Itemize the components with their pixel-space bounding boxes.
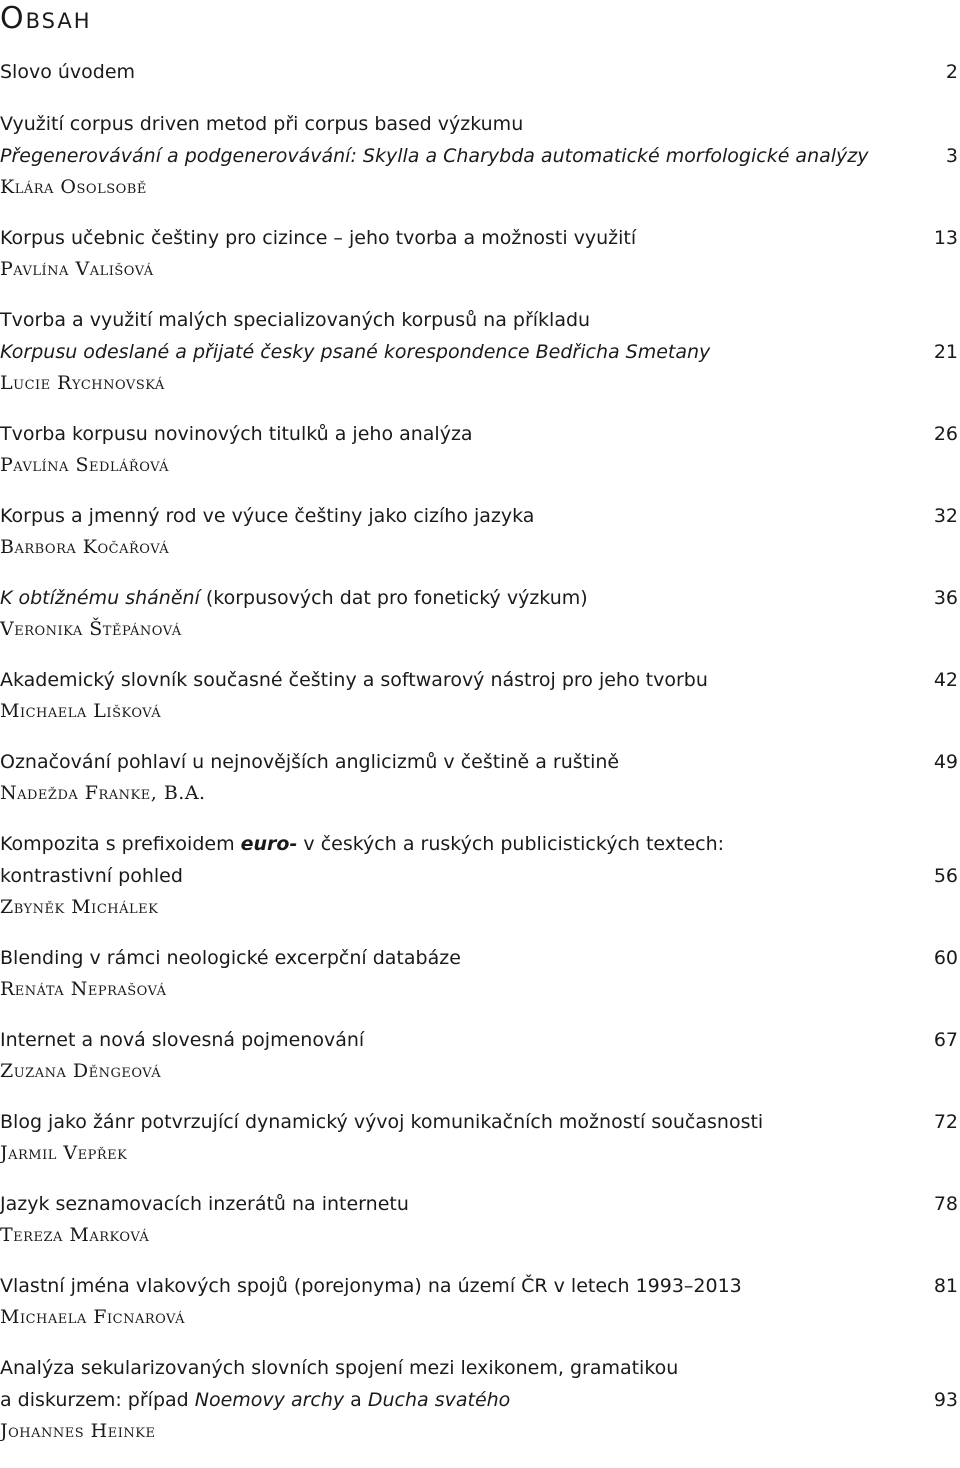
toc-entry-author: Pavlína Sedlářová — [0, 454, 170, 476]
toc-page-number: 36 — [933, 587, 958, 609]
toc-page-number: 3 — [945, 145, 958, 167]
toc-entry-title-line — [0, 140, 960, 172]
toc-page-number: 21 — [933, 341, 958, 363]
toc-page-number: 78 — [933, 1193, 958, 1215]
table-of-contents — [0, 56, 960, 1446]
toc-entry-title-text: Korpus učebnic češtiny pro cizince – jeho tvorba a možnosti využití — [0, 227, 637, 249]
toc-entry-title-text: Akademický slovník současné češtiny a softwarový nástroj pro jeho tvorbu — [0, 669, 708, 691]
toc-entry[interactable] — [0, 418, 960, 480]
toc-page-number: 26 — [933, 423, 958, 445]
toc-entry-title-text: Vlastní jména vlakových spojů (porejonyma) na území ČR v letech 1993–2013 — [0, 1275, 742, 1297]
toc-entry-title-line — [0, 828, 960, 860]
toc-entry-author: Zbyněk Michálek — [0, 896, 159, 918]
toc-entry[interactable] — [0, 746, 960, 808]
toc-entry-title-line — [0, 1384, 960, 1416]
toc-page-number: 81 — [933, 1275, 958, 1297]
toc-page-number: 13 — [933, 227, 958, 249]
toc-entry-author: Lucie Rychnovská — [0, 372, 165, 394]
toc-page-number: 32 — [933, 505, 958, 527]
toc-entry-author: Zuzana Děngeová — [0, 1060, 162, 1082]
toc-entry-title-text: K obtížnému shánění — [0, 587, 200, 609]
page-title: Obsah — [0, 1, 92, 36]
toc-entry-title-line — [0, 664, 960, 696]
toc-entry[interactable] — [0, 828, 960, 922]
toc-entry-author: Johannes Heinke — [0, 1420, 156, 1442]
toc-entry-title-line — [0, 336, 960, 368]
toc-entry[interactable] — [0, 108, 960, 202]
toc-entry[interactable] — [0, 1024, 960, 1086]
toc-entry-title-line — [0, 500, 960, 532]
toc-entry-title-text: Ducha svatého — [367, 1389, 511, 1411]
toc-entry-title-text: Tvorba a využití malých specializovaných korpusů na příkladu — [0, 309, 591, 331]
toc-entry-title-line — [0, 746, 960, 778]
toc-entry[interactable] — [0, 56, 960, 88]
toc-entry-title-text: Kompozita s prefixoidem — [0, 833, 241, 855]
toc-entry-title-line — [0, 418, 960, 450]
toc-page-number: 2 — [945, 61, 958, 83]
toc-entry-title-text: Využití corpus driven metod při corpus based výzkumu — [0, 113, 524, 135]
toc-entry-title-line — [0, 1270, 960, 1302]
toc-entry-title-line — [0, 1106, 960, 1138]
toc-entry[interactable] — [0, 304, 960, 398]
toc-entry-title-line — [0, 582, 960, 614]
toc-entry-title-text: Jazyk seznamovacích inzerátů na internetu — [0, 1193, 409, 1215]
toc-entry-author: Jarmil Vepřek — [0, 1142, 128, 1164]
toc-entry[interactable] — [0, 500, 960, 562]
toc-entry-title-text: Označování pohlaví u nejnovějších anglicizmů v češtině a ruštině — [0, 751, 620, 773]
toc-entry-title-text: Analýza sekularizovaných slovních spojení mezi lexikonem, gramatikou — [0, 1357, 679, 1379]
toc-entry[interactable] — [0, 942, 960, 1004]
toc-page-number: 60 — [933, 947, 958, 969]
toc-entry-title-text: Přegenerovávání a podgenerovávání: Skylla a Charybda automatické morfologické analýzy — [0, 145, 869, 167]
toc-entry[interactable] — [0, 1352, 960, 1446]
toc-entry-title-line — [0, 108, 960, 140]
toc-entry-title-text: euro- — [240, 833, 298, 855]
toc-entry-title-line — [0, 56, 960, 88]
toc-page-number: 67 — [933, 1029, 958, 1051]
toc-entry[interactable] — [0, 664, 960, 726]
toc-entry-title-text: Slovo úvodem — [0, 61, 136, 83]
toc-entry-title-line — [0, 1188, 960, 1220]
toc-entry-title-line — [0, 942, 960, 974]
toc-entry-title-text: Noemovy archy — [194, 1389, 345, 1411]
toc-entry-title-text: Blending v rámci neologické excerpční databáze — [0, 947, 461, 969]
toc-page-number: 42 — [933, 669, 958, 691]
toc-entry[interactable] — [0, 1270, 960, 1332]
toc-entry-title-text: Korpusu odeslané a přijaté česky psané korespondence Bedřicha Smetany — [0, 341, 711, 363]
toc-entry-author: Nadežda Franke, B.A. — [0, 782, 206, 804]
toc-entry-author: Tereza Marková — [0, 1224, 150, 1246]
toc-entry-title-text: Blog jako žánr potvrzující dynamický vývoj komunikačních možností současnosti — [0, 1111, 764, 1133]
toc-entry-title-text: a — [344, 1389, 368, 1411]
toc-page-number: 49 — [933, 751, 958, 773]
toc-entry-author: Barbora Kočařová — [0, 536, 170, 558]
toc-entry-author: Klára Osolsobě — [0, 176, 147, 198]
toc-entry-title-text: Internet a nová slovesná pojmenování — [0, 1029, 365, 1051]
toc-entry-author: Michaela Ficnarová — [0, 1306, 185, 1328]
toc-entry[interactable] — [0, 1106, 960, 1168]
toc-entry-title-text: Korpus a jmenný rod ve výuce češtiny jako cizího jazyka — [0, 505, 535, 527]
toc-entry-title-line — [0, 222, 960, 254]
toc-entry-title-line — [0, 1352, 960, 1384]
toc-entry[interactable] — [0, 222, 960, 284]
toc-entry-author: Veronika Štěpánová — [0, 618, 182, 640]
toc-entry-author: Renáta Neprašová — [0, 978, 167, 1000]
toc-entry-title-line — [0, 1024, 960, 1056]
toc-entry-title-line — [0, 304, 960, 336]
toc-page-number: 56 — [933, 865, 958, 887]
toc-entry-author: Pavlína Vališová — [0, 258, 154, 280]
toc-entry-title-line — [0, 860, 960, 892]
toc-entry-title-text: v českých a ruských publicistických textech: — [297, 833, 725, 855]
toc-entry-title-text: (korpusových dat pro fonetický výzkum) — [199, 587, 588, 609]
toc-page-number: 93 — [933, 1389, 958, 1411]
toc-page-number: 72 — [933, 1111, 958, 1133]
toc-entry[interactable] — [0, 582, 960, 644]
toc-entry-title-text: a diskurzem: případ — [0, 1389, 195, 1411]
toc-entry-title-text: Tvorba korpusu novinových titulků a jeho analýza — [0, 423, 473, 445]
toc-entry-title-text: kontrastivní pohled — [0, 865, 183, 887]
toc-entry[interactable] — [0, 1188, 960, 1250]
toc-entry-author: Michaela Lišková — [0, 700, 162, 722]
